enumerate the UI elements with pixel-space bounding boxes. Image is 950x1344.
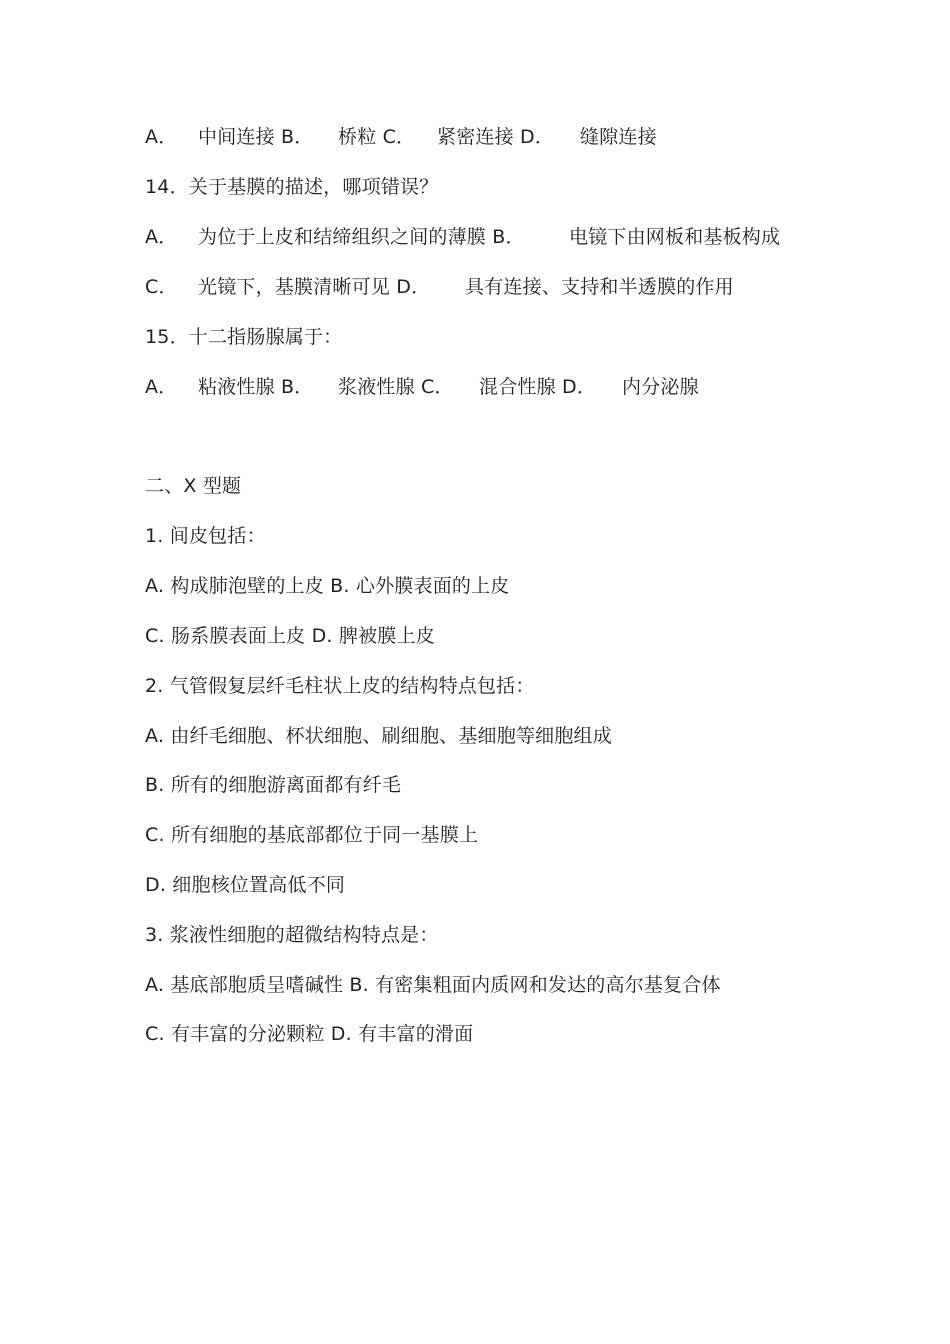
x-q2-text: 2. 气管假复层纤毛柱状上皮的结构特点包括： bbox=[145, 675, 535, 697]
q14-option-c: 光镜下，基膜清晰可见 D． bbox=[198, 276, 431, 298]
q13-options bbox=[145, 125, 657, 149]
x-q2-option-a bbox=[145, 724, 612, 748]
q13-option-b: 桥粒 C． bbox=[338, 126, 416, 148]
x-q2-question bbox=[145, 674, 535, 698]
q14-option-a-label: A． bbox=[145, 226, 178, 248]
q14-option-b: 电镜下由网板和基板构成 bbox=[569, 226, 781, 248]
x-q3-options-ab-text: A. 基底部胞质呈嗜碱性 B. 有密集粗面内质网和发达的高尔基复合体 bbox=[145, 974, 721, 996]
q15-option-d: 内分泌腺 bbox=[622, 376, 699, 398]
q15-question bbox=[145, 325, 342, 349]
x-q3-question bbox=[145, 923, 439, 947]
x-q3-options-ab bbox=[145, 973, 721, 997]
x-q3-text: 3. 浆液性细胞的超微结构特点是： bbox=[145, 924, 439, 946]
x-q2-option-c bbox=[145, 823, 478, 847]
x-q2-option-d bbox=[145, 873, 345, 897]
q14-text: 14．关于基膜的描述，哪项错误？ bbox=[145, 176, 439, 198]
section-heading bbox=[145, 474, 241, 498]
x-q1-options-cd bbox=[145, 624, 435, 648]
q13-option-a-label: A． bbox=[145, 126, 178, 148]
q15-option-a: 粘液性腺 B． bbox=[198, 376, 314, 398]
q15-text: 15．十二指肠腺属于： bbox=[145, 326, 343, 348]
q13-option-d: 缝隙连接 bbox=[580, 126, 657, 148]
q14-option-d: 具有连接、支持和半透膜的作用 bbox=[465, 276, 734, 298]
x-q1-options-ab-text: A. 构成肺泡壁的上皮 B. 心外膜表面的上皮 bbox=[145, 575, 510, 597]
x-q1-question bbox=[145, 524, 266, 548]
section-x-title: 二、X 型题 bbox=[145, 475, 242, 497]
q13-option-a: 中间连接 B． bbox=[198, 126, 314, 148]
q15-option-c: 混合性腺 D． bbox=[479, 376, 597, 398]
x-q1-options-cd-text: C. 肠系膜表面上皮 D. 脾被膜上皮 bbox=[145, 625, 435, 647]
q15-options bbox=[145, 375, 699, 399]
x-q2-option-a-text: A. 由纤毛细胞、杯状细胞、刷细胞、基细胞等细胞组成 bbox=[145, 725, 612, 747]
q14-options-ab bbox=[145, 225, 780, 249]
q13-option-c: 紧密连接 D． bbox=[437, 126, 555, 148]
x-q2-option-c-text: C. 所有细胞的基底部都位于同一基膜上 bbox=[145, 824, 479, 846]
x-q3-options-cd-text: C. 有丰富的分泌颗粒 D. 有丰富的滑面 bbox=[145, 1023, 474, 1045]
x-q1-text: 1. 间皮包括： bbox=[145, 525, 266, 547]
q15-option-a-label: A． bbox=[145, 376, 178, 398]
x-q2-option-b-text: B. 所有的细胞游离面都有纤毛 bbox=[145, 774, 402, 796]
q14-options-cd bbox=[145, 275, 734, 299]
x-q2-option-b bbox=[145, 773, 401, 797]
q14-question bbox=[145, 175, 438, 199]
q15-option-b: 浆液性腺 C． bbox=[338, 376, 454, 398]
x-q3-options-cd bbox=[145, 1022, 473, 1046]
x-q1-options-ab bbox=[145, 574, 510, 598]
x-q2-option-d-text: D. 细胞核位置高低不同 bbox=[145, 874, 346, 896]
q14-option-a: 为位于上皮和结缔组织之间的薄膜 B． bbox=[198, 226, 525, 248]
q14-option-c-label: C． bbox=[145, 276, 178, 298]
